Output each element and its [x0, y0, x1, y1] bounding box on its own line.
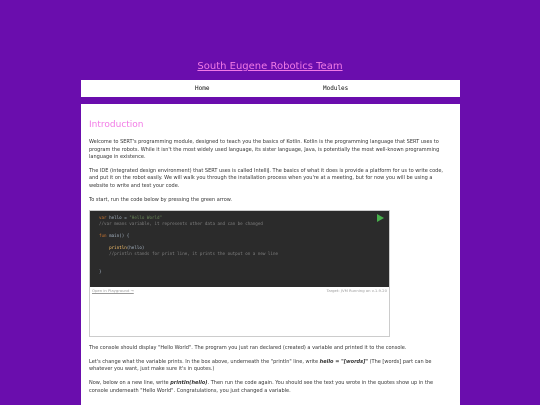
console-output [90, 294, 389, 336]
target-info: Target: JVM Running on v.1.9.20 [326, 288, 387, 294]
instruction-paragraph: To start, run the code below by pressing the green arrow. [89, 196, 233, 203]
editor-footer [90, 287, 389, 293]
site-title[interactable]: South Eugene Robotics Team [197, 61, 343, 72]
code-function: println [109, 245, 127, 251]
intro-paragraph: Welcome to SERT's programming module, designed to teach you the basics of Kotlin. Kotlin is the programming language that SERT uses to program the robots. While it isn't the most widely used language, its sister language, Java, is potentially the most well-known programming language in existence. [89, 139, 440, 161]
text: Let's change what the variable prints. In the box above, underneath the "println" line, write [89, 358, 320, 365]
code-line: //var means variable, it represents other data and can be changed [99, 221, 263, 227]
code-text: hello = [106, 215, 130, 221]
text: . Then run the code again. You should see the text you wrote in the quotes show up in the console underneath "Hello World". Congratulations, you just changed a variable. [89, 379, 434, 394]
code-line: } [99, 269, 102, 275]
println-paragraph [89, 380, 452, 395]
main-content [81, 104, 460, 405]
change-variable-paragraph [89, 359, 452, 374]
code-editor [89, 210, 390, 337]
code-keyword: var [99, 215, 107, 221]
ide-paragraph: The IDE (integrated design environment) that SERT uses is called IntelliJ. The basics of what it does is provide a platform for us to write code, and put it on the robot easily. We will walk you through the installation process when you're at a meeting, but for now you will be using a website to write and test your code. [89, 167, 444, 189]
nav-modules[interactable]: Modules [323, 85, 349, 92]
code-text: (hello) [126, 245, 145, 251]
code-comment: //println stands for print line, it prints the output on a new line [109, 251, 279, 257]
console-paragraph: The console should display "Hello World". The program you just ran declared (created) a variable and printed it to the console. [89, 345, 407, 352]
navbar [81, 80, 460, 97]
code-area[interactable] [90, 211, 389, 287]
open-in-playground-link[interactable]: Open in Playground → [92, 288, 134, 294]
code-text: main() { [106, 233, 130, 239]
text: (The [words] part can be whatever you want, just make sure it's in quotes.) [89, 358, 432, 373]
page-heading: Introduction [89, 120, 144, 130]
text: Now, below on a new line, write [89, 379, 171, 386]
nav-home[interactable]: Home [195, 85, 210, 92]
inline-code: println(hello) [170, 379, 208, 386]
code-keyword: fun [99, 233, 107, 239]
inline-code: hello = "[words]" [319, 358, 368, 365]
code-string: "Hello World" [129, 215, 163, 221]
run-arrow-icon[interactable] [377, 214, 384, 222]
